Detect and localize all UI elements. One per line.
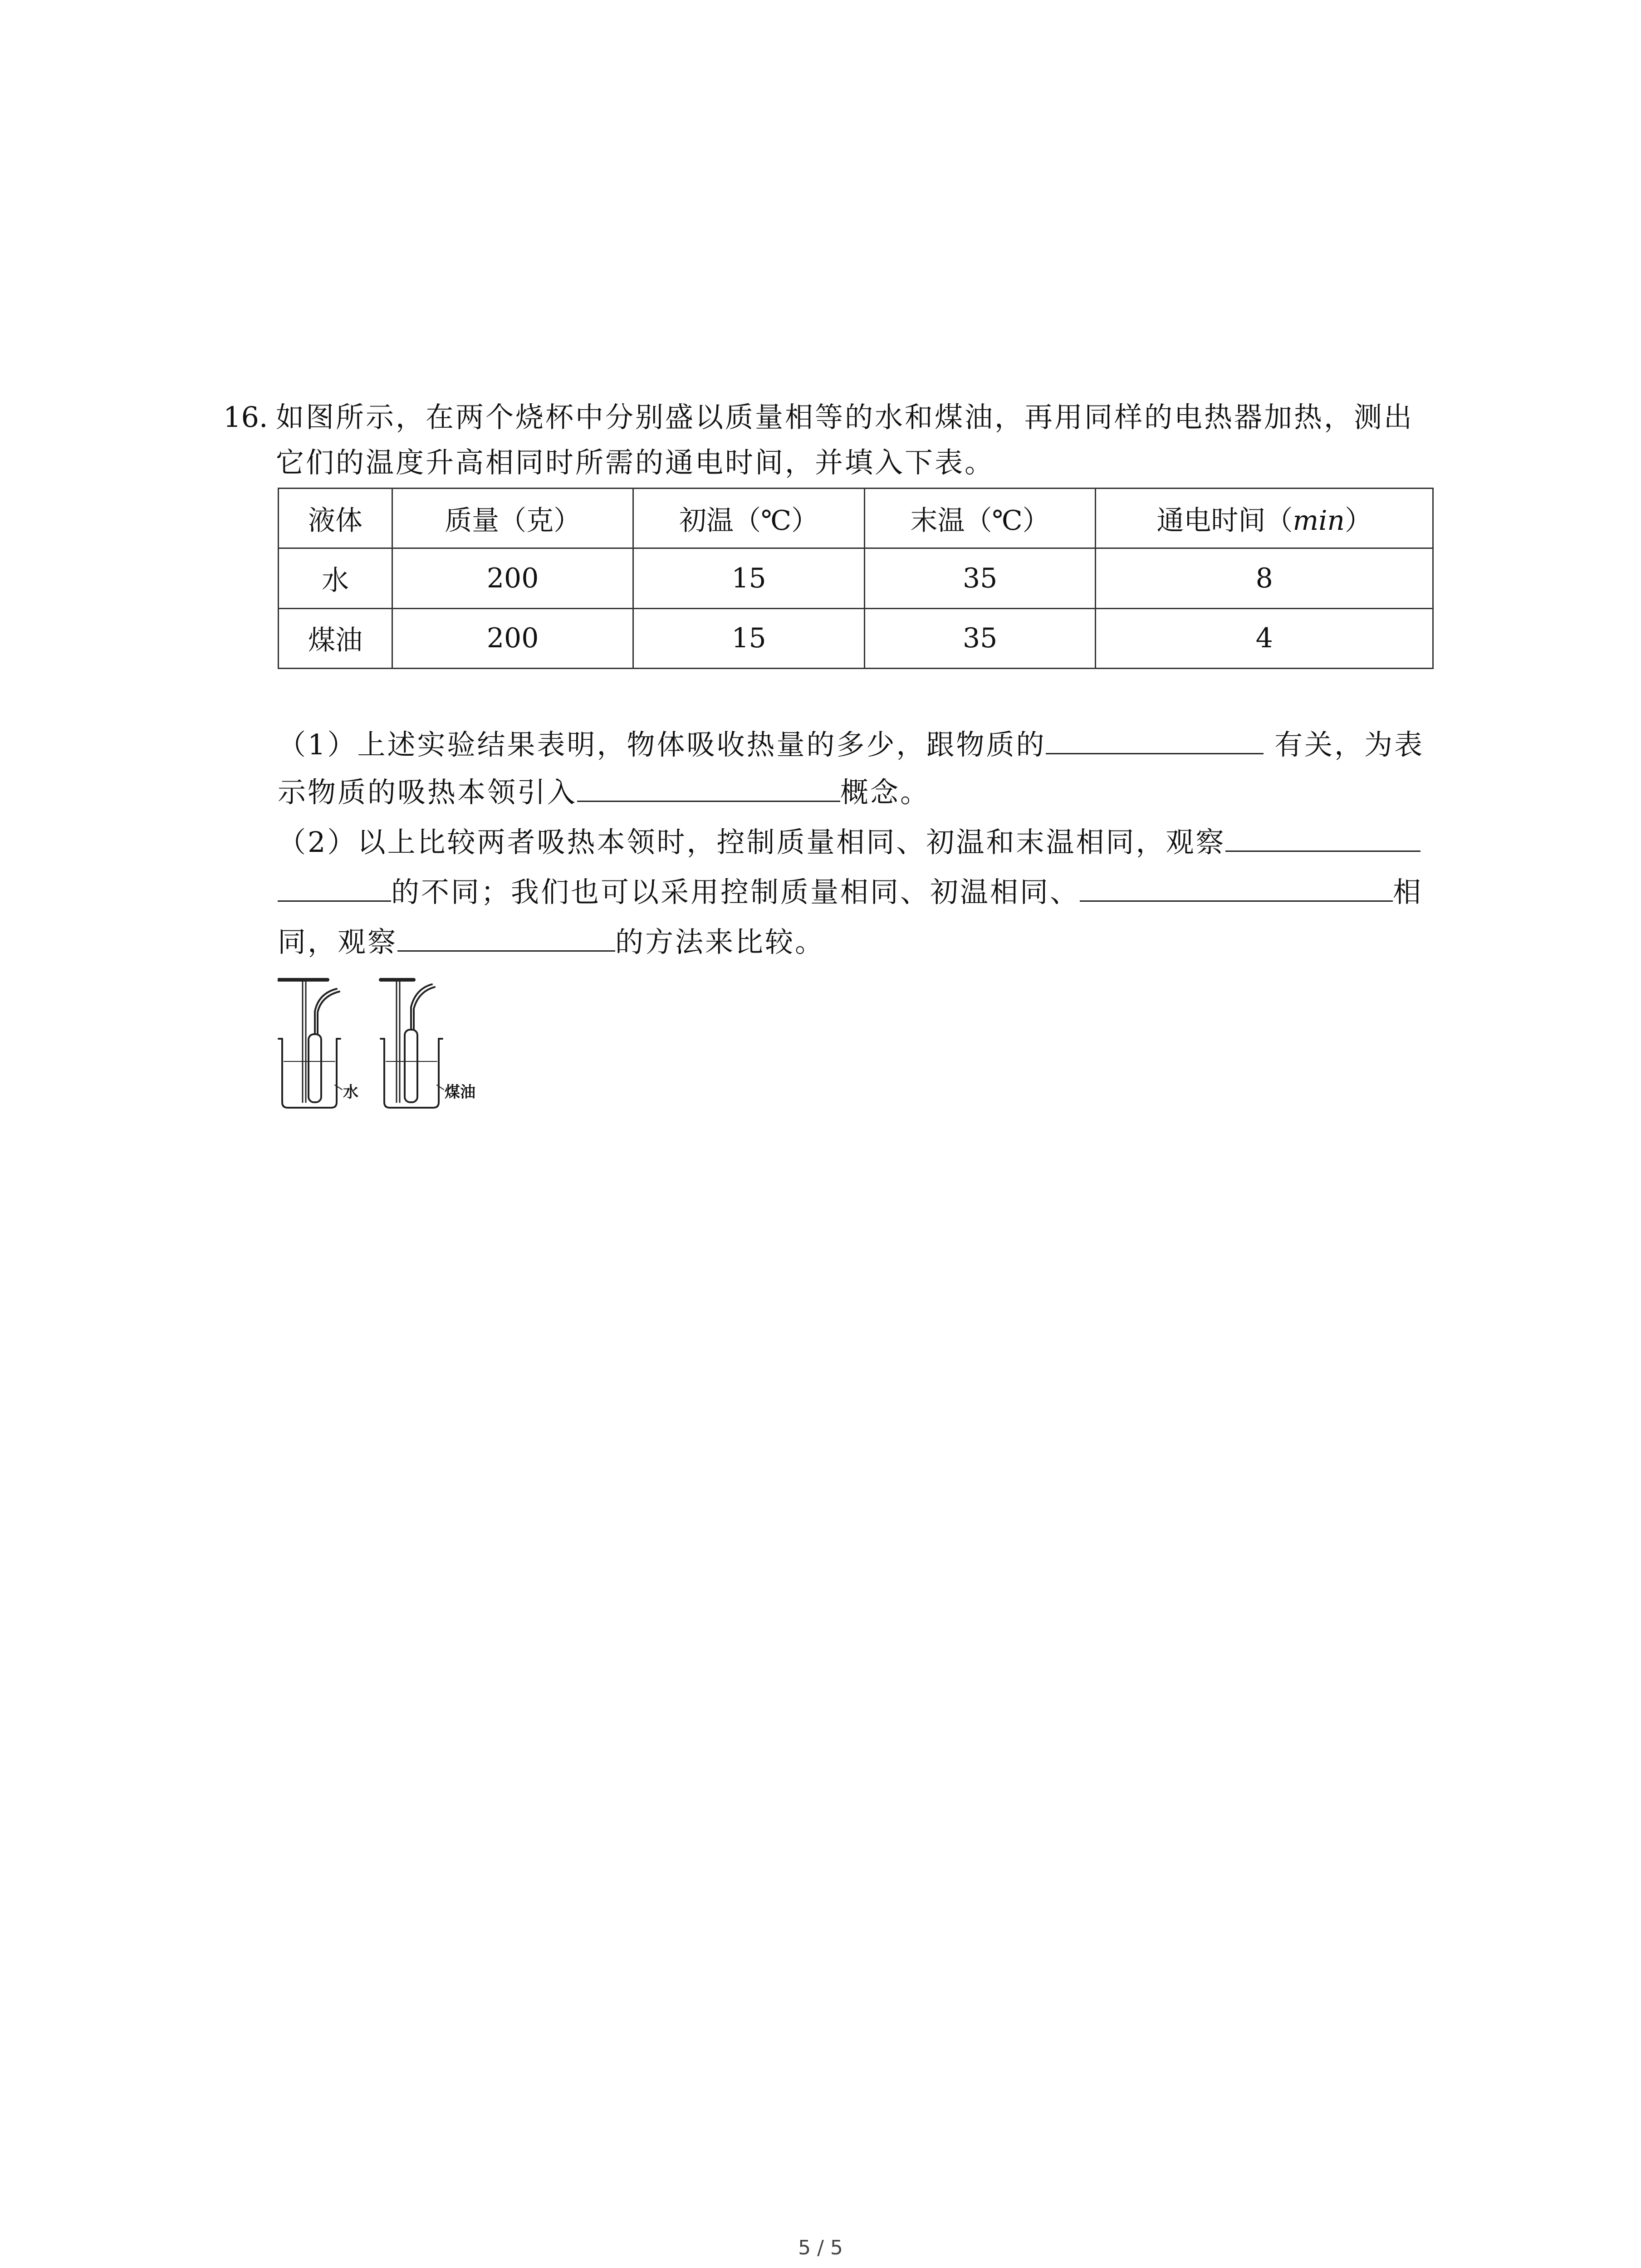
experiment-table (278, 488, 1434, 669)
table-cell: 200 (392, 548, 633, 608)
answer-blank-3[interactable] (1225, 823, 1421, 852)
table-cell: 水 (279, 548, 392, 608)
label-water: 水 (343, 1083, 358, 1101)
table-row (279, 548, 1433, 608)
answer-blank-6[interactable] (397, 923, 615, 952)
question-line-2: 它们的温度升高相同时所需的通电时间，并填入下表。 (276, 446, 995, 479)
table-cell: 35 (864, 608, 1096, 668)
table-row (279, 608, 1433, 668)
header-mass: 质量（克） (392, 489, 633, 548)
part2-line-3 (278, 923, 825, 960)
part2-text-d: 同，观察 (278, 925, 398, 958)
page-number: 5 / 5 (798, 2236, 843, 2259)
answer-blank-1[interactable] (1046, 726, 1264, 754)
header-time-label: 通电时间（ (1156, 504, 1293, 537)
part1-line-1 (278, 726, 1424, 763)
answer-blank-5[interactable] (1080, 873, 1393, 902)
part2-text-b: 的不同；我们也可以采用控制质量相同、初温相同、 (391, 875, 1080, 909)
header-final-temp: 末温（℃） (864, 489, 1096, 548)
part1-text-d: 概念。 (840, 776, 931, 809)
part1-line-2 (278, 773, 930, 811)
answer-blank-4[interactable] (278, 873, 391, 902)
header-time-unit: min (1293, 504, 1345, 537)
table-cell: 4 (1096, 608, 1433, 668)
answer-blank-2[interactable] (577, 773, 840, 802)
part1-text-a: （1）上述实验结果表明，物体吸收热量的多少，跟物质的 (278, 728, 1046, 761)
header-time-close: ） (1345, 504, 1372, 537)
table-cell: 35 (864, 548, 1096, 608)
table-cell: 15 (633, 548, 865, 608)
question-line-1: 如图所示，在两个烧杯中分别盛以质量相等的水和煤油，再用同样的电热器加热，测出 (276, 401, 1414, 434)
table-cell: 8 (1096, 548, 1433, 608)
label-kerosene: 煤油 (445, 1083, 475, 1101)
part2-text-c: 相 (1393, 875, 1423, 909)
table-cell: 200 (392, 608, 633, 668)
table-header-row (279, 489, 1433, 548)
table-cell: 15 (633, 608, 865, 668)
header-liquid: 液体 (279, 489, 392, 548)
beaker-figure (278, 971, 495, 1111)
header-heating-time (1096, 489, 1433, 548)
question-number: 16. (223, 401, 268, 434)
part2-line-2 (278, 873, 1423, 910)
part2-text-e: 的方法来比较。 (615, 925, 825, 958)
part1-text-b: 有关，为表 (1274, 728, 1425, 761)
part2-line-1 (278, 823, 1421, 860)
header-initial-temp: 初温（℃） (633, 489, 865, 548)
table-cell: 煤油 (279, 608, 392, 668)
part1-text-c: 示物质的吸热本领引入 (278, 776, 578, 809)
part2-text-a: （2）以上比较两者吸热本领时，控制质量相同、初温和末温相同，观察 (278, 826, 1226, 859)
